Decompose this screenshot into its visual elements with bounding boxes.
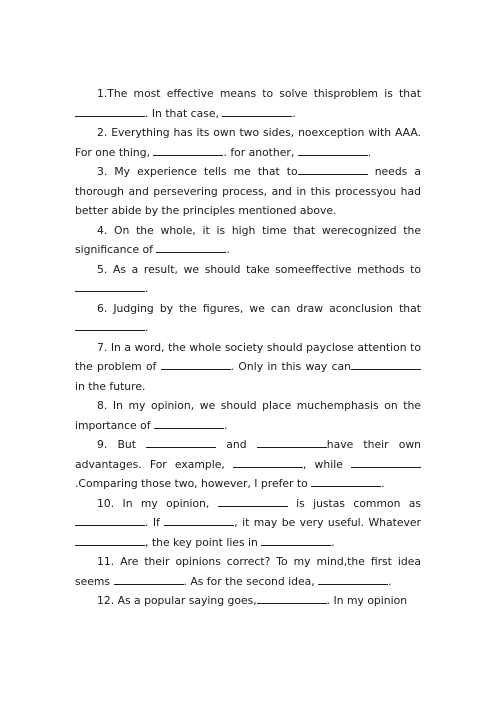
item-4 — [75, 221, 421, 260]
fill-in-blank[interactable] — [75, 104, 145, 117]
fill-in-blank[interactable] — [298, 162, 368, 175]
item-text: . As for the second idea, — [183, 574, 319, 588]
item-text: , the key point lies in — [145, 535, 262, 549]
item-text: . — [223, 418, 228, 432]
item-text: , while — [302, 457, 351, 471]
fill-in-blank[interactable] — [351, 357, 421, 370]
item-text: 6. Judging by the figures, we can draw aconclusion that — [97, 301, 421, 315]
fill-in-blank[interactable] — [146, 435, 216, 448]
fill-in-blank[interactable] — [233, 455, 303, 468]
item-text: , it may be very useful. Whatever — [234, 516, 421, 529]
fill-in-blank[interactable] — [318, 572, 388, 585]
item-3 — [75, 162, 421, 221]
item-10 — [75, 494, 421, 553]
fill-in-blank[interactable] — [75, 513, 145, 526]
item-11 — [75, 552, 421, 591]
fill-in-blank[interactable] — [114, 572, 184, 585]
fill-in-blank[interactable] — [218, 494, 288, 507]
fill-in-blank[interactable] — [311, 474, 381, 487]
item-text: . — [367, 145, 372, 159]
fill-in-blank[interactable] — [257, 435, 327, 448]
fill-in-blank[interactable] — [222, 104, 292, 117]
item-text: 9. But — [97, 438, 147, 451]
item-text: 3. My experience tells me that to — [97, 165, 298, 178]
document-page — [75, 84, 421, 611]
item-1 — [75, 84, 421, 123]
item-text: in the future. — [75, 379, 146, 393]
item-text: . for another, — [223, 145, 298, 159]
fill-in-blank[interactable] — [161, 357, 231, 370]
item-text: .Comparing those two, however, I prefer to — [75, 477, 312, 490]
fill-in-blank[interactable] — [75, 533, 145, 546]
item-text: 12. As a popular saying goes, — [97, 594, 257, 607]
item-text: . — [226, 243, 230, 256]
item-text: . — [145, 282, 149, 295]
item-text: 10. In my opinion, — [97, 496, 218, 510]
fill-in-blank[interactable] — [351, 455, 421, 468]
item-text: . Only in this way can — [230, 360, 351, 373]
fill-in-blank[interactable] — [257, 591, 327, 604]
fill-in-blank[interactable] — [75, 279, 145, 292]
fill-in-blank[interactable] — [164, 513, 234, 526]
fill-in-blank[interactable] — [75, 318, 145, 331]
fill-in-blank[interactable] — [298, 143, 368, 156]
item-9 — [75, 435, 421, 494]
item-12 — [75, 591, 421, 611]
fill-in-blank[interactable] — [154, 416, 224, 429]
fill-in-blank[interactable] — [156, 240, 226, 253]
item-text: 4. On the whole, it is high time that werecognized the significance of — [75, 223, 421, 256]
item-text: 8. In my opinion, we should place muchemphasis on the importance of — [75, 399, 421, 432]
item-6 — [75, 299, 421, 338]
item-text: . — [145, 321, 149, 334]
item-text: . — [331, 535, 335, 549]
item-2 — [75, 123, 421, 162]
item-7 — [75, 338, 421, 397]
item-text: . — [292, 106, 296, 120]
fill-in-blank[interactable] — [153, 143, 223, 156]
item-text: and — [216, 438, 257, 451]
item-text: have their own advantages. For example, — [75, 438, 421, 471]
item-text: 2. Everything has its own two sides, noexception with AAA. For one thing, — [75, 126, 421, 159]
item-text: . In my opinion — [326, 594, 408, 607]
item-text: . — [388, 574, 392, 588]
item-text: . In that case, — [145, 106, 223, 120]
item-text: is justas common as — [287, 496, 422, 510]
item-8 — [75, 396, 421, 435]
item-text: . If — [145, 516, 165, 529]
item-text: 1.The most effective means to solve thisproblem is that — [97, 87, 421, 100]
item-text: 11. Are their opinions correct? To my mind,the first idea seems — [75, 555, 421, 588]
item-text: needs a thorough and persevering process, and in this processyou had better abide by the principles mentioned above. — [75, 165, 421, 217]
item-text: . — [381, 477, 385, 490]
item-text: 7. In a word, the whole society should payclose attention to the problem of — [75, 340, 421, 373]
item-text: 5. As a result, we should take someeffective methods to — [97, 262, 421, 276]
item-5 — [75, 260, 421, 299]
fill-in-blank[interactable] — [261, 533, 331, 546]
